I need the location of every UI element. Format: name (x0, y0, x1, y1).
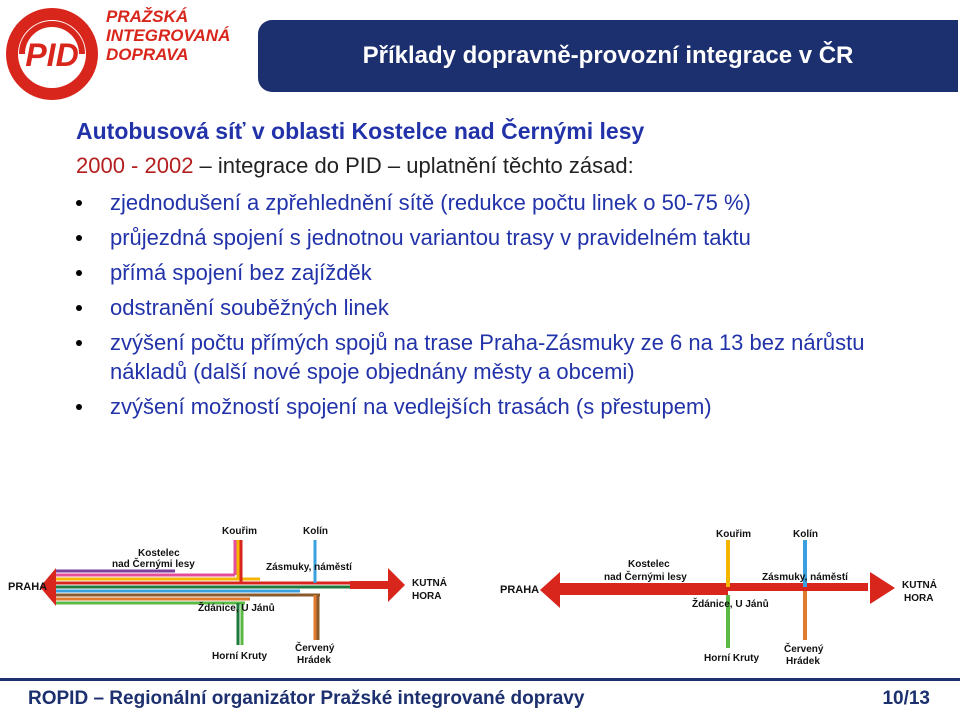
after-hradek: Hrádek (786, 656, 820, 667)
logo-line-1: PRAŽSKÁ (106, 7, 189, 26)
before-kourim: Kouřim (222, 526, 257, 537)
after-zasmuky: Zásmuky, náměstí (762, 572, 848, 583)
footer-organization: ROPID – Regionální organizátor Pražské integrované dopravy (28, 688, 585, 709)
bullet-item: zvýšení možností spojení na vedlejších trasách (s přestupem) (70, 392, 870, 421)
subheading: Autobusová síť v oblasti Kostelce nad Černými lesy (76, 118, 645, 144)
before-zdanice: Ždánice, U Jánů (198, 603, 275, 614)
intro-years: 2000 - 2002 (76, 153, 194, 178)
after-horni-kruty: Horní Kruty (704, 653, 759, 664)
logo-line-3: DOPRAVA (106, 45, 189, 64)
after-cerveny: Červený (784, 644, 824, 655)
slide-title: Příklady dopravně-provozní integrace v ČR (362, 42, 854, 69)
map-after (500, 529, 937, 667)
bullet-item: zjednodušení a zpřehlednění sítě (redukce počtu linek o 50-75 %) (70, 188, 870, 217)
logo-line-2: INTEGROVANÁ (106, 26, 231, 45)
after-hora: HORA (904, 593, 934, 604)
network-maps (0, 520, 960, 675)
before-hora: HORA (412, 591, 442, 602)
bullet-item: odstranění souběžných linek (70, 293, 870, 322)
before-kostelec: Kostelec (138, 548, 180, 559)
before-cerveny: Červený (295, 643, 335, 654)
after-kolin: Kolín (793, 529, 818, 540)
after-praha: PRAHA (500, 584, 540, 596)
map-before (8, 526, 447, 666)
title-bar (258, 20, 958, 92)
page-number: 10/13 (882, 688, 930, 709)
bullet-item: přímá spojení bez zajížděk (70, 258, 870, 287)
footer-divider (0, 678, 960, 681)
intro-line (76, 153, 634, 179)
intro-text: – integrace do PID – uplatnění těchto zásad: (193, 153, 634, 178)
pid-logo (0, 0, 260, 110)
before-horni-kruty: Horní Kruty (212, 651, 267, 662)
bullet-list (70, 188, 870, 427)
after-kourim: Kouřim (716, 529, 751, 540)
after-zdanice: Ždánice, U Jánů (692, 599, 769, 610)
before-zasmuky: Zásmuky, náměstí (266, 562, 352, 573)
before-kostelec-2: nad Černými lesy (112, 559, 195, 570)
bullet-item: zvýšení počtu přímých spojů na trase Praha-Zásmuky ze 6 na 13 bez nárůstu nákladů (další nové spoje objednány městy a obcemi) (70, 328, 870, 386)
after-kostelec: Kostelec (628, 559, 670, 570)
before-praha: PRAHA (8, 581, 48, 593)
logo-mark: PID (25, 37, 79, 73)
before-kolin: Kolín (303, 526, 328, 537)
after-kutna: KUTNÁ (902, 580, 937, 591)
before-kutna: KUTNÁ (412, 578, 447, 589)
before-hradek: Hrádek (297, 655, 331, 666)
bullet-item: průjezdná spojení s jednotnou variantou trasy v pravidelném taktu (70, 223, 870, 252)
after-kostelec-2: nad Černými lesy (604, 572, 687, 583)
